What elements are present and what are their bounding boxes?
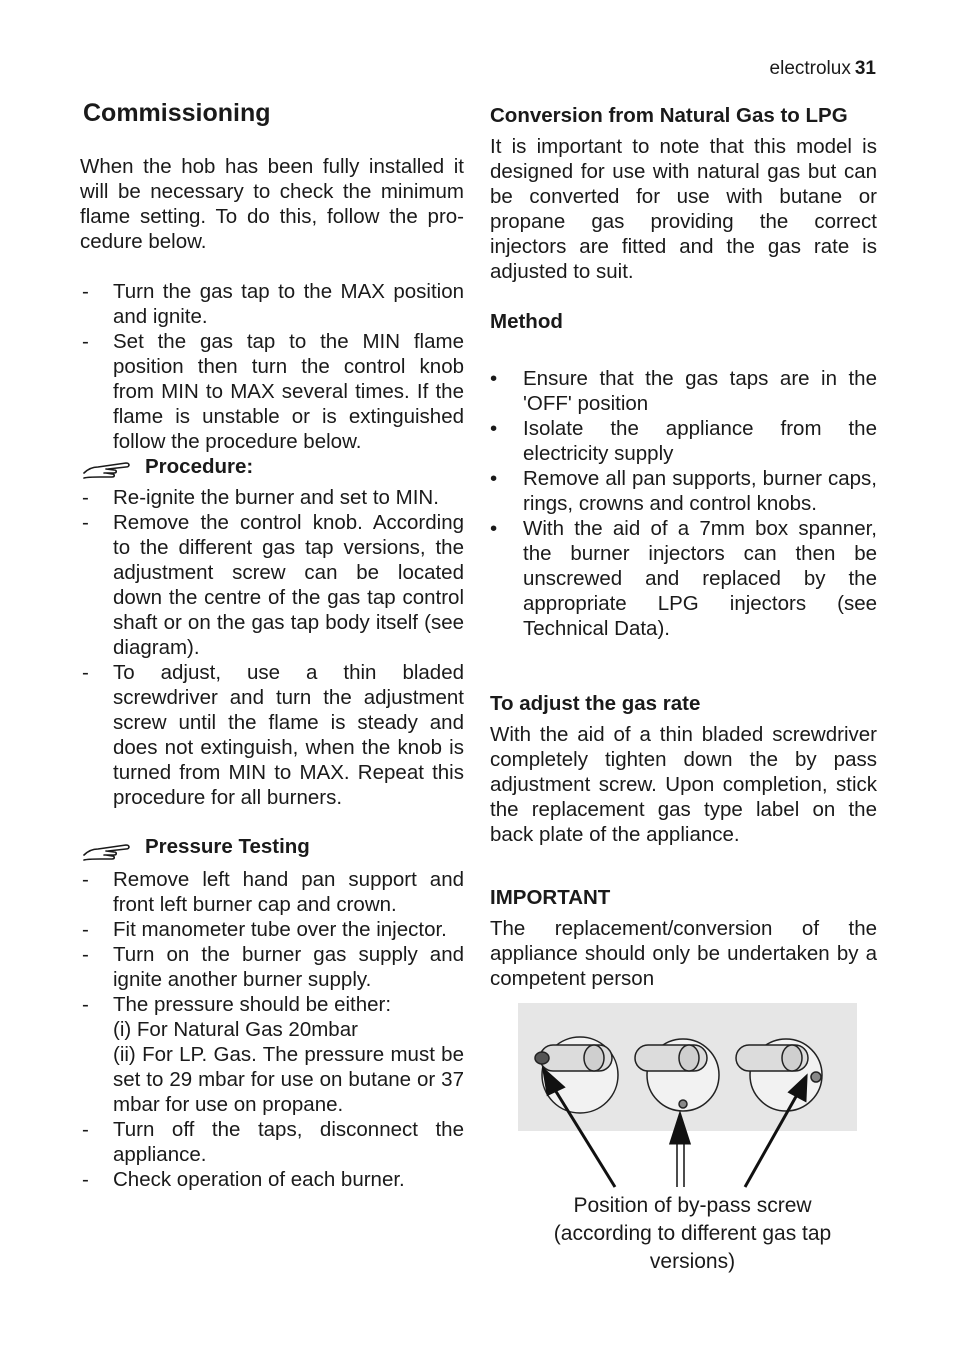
- page-number: 31: [854, 58, 876, 79]
- initial-steps-list: [80, 279, 464, 454]
- pressure-steps-list: [80, 867, 510, 1192]
- page-header: [770, 58, 876, 80]
- conversion-heading: Conversion from Natural Gas to LPG: [490, 104, 848, 127]
- list-item: - Remove the control knob. According to the different gas tap versions, the adjustment screw can be located down the centre of the gas tap control shaft or on the gas tap body itself (see diagram).: [82, 511, 464, 659]
- brand-name: electrolux: [769, 58, 851, 79]
- pressure-option: (ii) For LP. Gas. The pressure must be set to 29 mbar for use on butane or 37 mbar for use on propane.: [113, 1043, 510, 1116]
- list-item: - To adjust, use a thin bladed screwdriver and turn the adjustment screw until the flame is steady and does not extinguish, when the knob is turned from MIN to MAX. Repeat this procedure for all burners.: [82, 661, 464, 809]
- method-block: [490, 309, 877, 641]
- list-item: • Ensure that the gas taps are in the 'OFF' position: [490, 367, 877, 415]
- list-item: • Isolate the appliance from the electricity supply: [490, 417, 877, 465]
- list-item: • Remove all pan supports, burner caps, rings, crowns and control knobs.: [490, 467, 877, 515]
- pointing-hand-icon: [82, 839, 132, 869]
- list-item: - Check operation of each burner.: [82, 1168, 405, 1191]
- commissioning-intro-block: [80, 154, 464, 254]
- list-item: - Turn off the taps, disconnect the appliance.: [82, 1118, 464, 1166]
- figure-caption: Position of by-pass screw (according to different gas tap versions): [553, 1194, 832, 1273]
- pressure-testing-heading-label: Pressure Testing: [145, 835, 310, 858]
- method-steps-list: [490, 366, 877, 641]
- list-item: - Set the gas tap to the MIN flame position then turn the control knob from MIN to MAX several times. If the flame is unstable or is extinguished follow the procedure below.: [82, 330, 464, 453]
- list-item: - Turn on the burner gas supply and ignite another burner supply.: [82, 943, 464, 991]
- list-item: - Fit manometer tube over the injector.: [82, 918, 447, 941]
- list-item: - The pressure should be either: (i) For Natural Gas 20mbar (ii) For LP. Gas. The pressure must be set to 29 mbar for use on butane or 37 mbar for use on propane.: [82, 993, 510, 1116]
- gas-tap-illustration: [518, 1003, 857, 1131]
- important-block: [490, 885, 877, 991]
- list-item: • With the aid of a 7mm box spanner, the burner injectors can then be unscrewed and replaced by the appropriate LPG injectors (see Technical Data).: [490, 517, 877, 640]
- important-heading: IMPORTANT: [490, 886, 611, 909]
- list-item: - Re-ignite the burner and set to MIN.: [82, 486, 439, 509]
- conversion-block: [490, 103, 877, 284]
- procedure-block: [80, 454, 464, 810]
- conversion-paragraph: It is important to note that this model is designed for use with natural gas but can be converted for use with butane or propane gas providing the correct injectors are fitted and the gas rate is adjusted to suit.: [490, 135, 877, 283]
- adjust-gas-rate-heading: To adjust the gas rate: [490, 692, 701, 715]
- intro-paragraph: When the hob has been fully installed it will be necessary to check the minimum flame setting. To do this, follow the pro-cedure below.: [80, 155, 464, 253]
- pressure-testing-block: [80, 834, 510, 1192]
- list-item: - Turn the gas tap to the MAX position and ignite.: [82, 280, 464, 328]
- pointing-hand-icon: [82, 457, 132, 487]
- procedure-heading-label: Procedure:: [145, 455, 254, 478]
- pressure-option: (i) For Natural Gas 20mbar: [113, 1018, 358, 1041]
- page-title: Commissioning: [83, 99, 271, 127]
- procedure-heading: [80, 454, 464, 485]
- important-paragraph: The replacement/conversion of the appliance should only be undertaken by a competent person: [490, 917, 877, 990]
- adjust-gas-rate-block: [490, 691, 877, 847]
- gas-tap-diagram: [518, 1003, 857, 1131]
- initial-steps-block: [80, 279, 464, 454]
- method-heading: Method: [490, 310, 563, 333]
- procedure-steps-list: [80, 485, 464, 810]
- list-item: - Remove left hand pan support and front left burner cap and crown.: [82, 868, 464, 916]
- adjust-gas-rate-paragraph: With the aid of a thin bladed screwdriver completely tighten down the by pass adjustment screw. Upon completion, stick the replacement gas type label on the back plate of the appliance.: [490, 723, 877, 846]
- pressure-testing-heading: [80, 834, 464, 867]
